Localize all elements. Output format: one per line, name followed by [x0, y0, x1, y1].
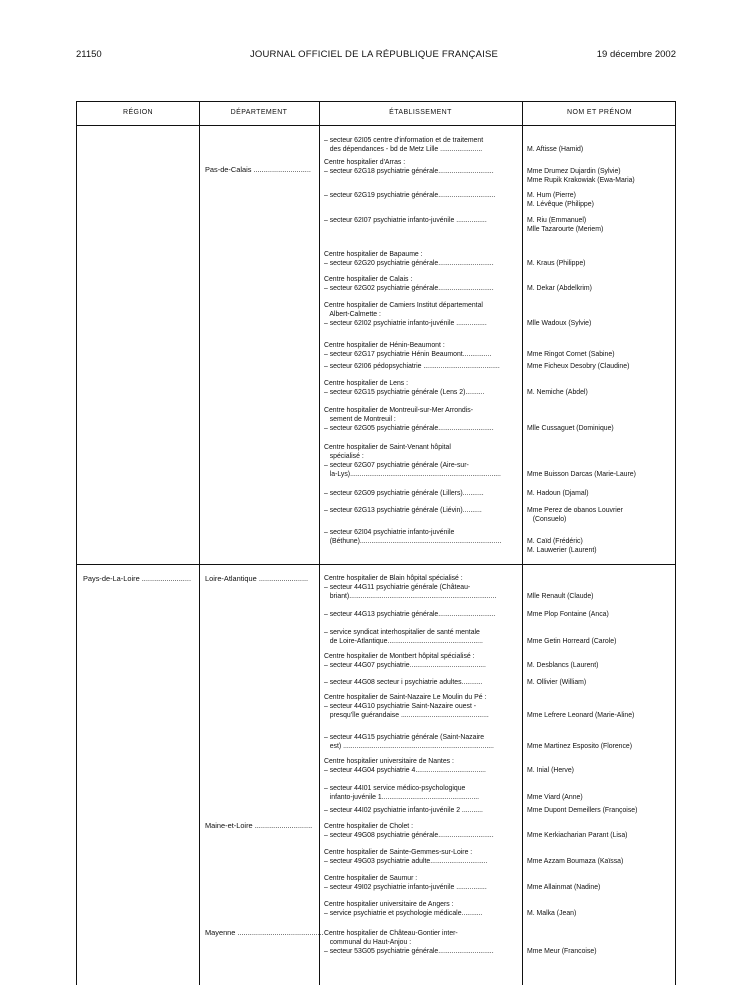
page-number: 21150 — [76, 49, 102, 60]
nom-prenom-entry: Mlle Wadoux (Sylvie) — [527, 318, 592, 328]
nom-prenom-entry: Mme Lefrere Leonard (Marie-Aline) — [527, 710, 635, 720]
nom-prenom-entry: Mme Getin Horreard (Carole) — [527, 636, 617, 646]
nom-prenom-entry: Mme Azzam Boumaza (Kaïssa) — [527, 856, 624, 866]
etablissement-entry: – secteur 62G19 psychiatrie générale.............................. — [324, 190, 496, 199]
nom-prenom-entry: Mme Martinez Esposito (Florence) — [527, 741, 633, 751]
etablissement-entry: Centre hospitalier de Saint-Nazaire Le Moulin du Pé : – secteur 44G10 psychiatrie Saint-Nazaire ouest - presqu'île guérandaise .............................................. — [324, 692, 489, 720]
nom-prenom-entry: Mme Perez de obanos Louvrier (Consuelo) — [527, 505, 623, 524]
etablissement-entry: – secteur 62I07 psychiatrie infanto-juvénile ................ — [324, 215, 487, 224]
etablissement-entry: – secteur 44I02 psychiatrie infanto-juvénile 2 ........... — [324, 805, 483, 814]
etablissement-entry: Centre hospitalier de Sainte-Gemmes-sur-Loire : – secteur 49G03 psychiatrie adulte.............................. — [324, 847, 488, 866]
nom-prenom-entry: M. Inial (Herve) — [527, 765, 574, 775]
etablissement-entry: – secteur 62G09 psychiatrie générale (Lillers)........... — [324, 488, 484, 497]
etablissement-entry: Centre hospitalier de Château-Gontier inter- communal du Haut-Anjou : – secteur 53G05 psychiatrie générale............................. — [324, 928, 494, 956]
etablissement-entry: – service syndicat interhospitalier de santé mentale de Loire-Atlantique.................................................. — [324, 627, 483, 646]
nom-prenom-entry: Mme Allainmat (Nadine) — [527, 882, 601, 892]
nom-prenom-entry: Mlle Renault (Claude) — [527, 591, 594, 601]
etablissement-entry: Centre hospitalier de Lens : – secteur 62G15 psychiatrie générale (Lens 2).......... — [324, 378, 485, 397]
page-header — [0, 49, 748, 63]
etablissement-entry: – secteur 62G13 psychiatrie générale (Liévin).......... — [324, 505, 482, 514]
etablissement-entry: Centre hospitalier de Saumur : – secteur 49I02 psychiatrie infanto-juvénile ................ — [324, 873, 487, 892]
departement-label: Loire-Atlantique ........................ — [205, 574, 309, 583]
nom-prenom-entry: M. Hadoun (Djamal) — [527, 488, 589, 497]
nom-prenom-entry: M. Nemiche (Abdel) — [527, 387, 588, 397]
etablissement-entry: Centre hospitalier de Montreuil-sur-Mer Arrondis- sement de Montreuil : – secteur 62G05 psychiatrie générale............................. — [324, 405, 494, 433]
column-divider — [199, 102, 200, 985]
journal-title: JOURNAL OFFICIEL DE LA RÉPUBLIQUE FRANÇAISE — [249, 49, 499, 60]
departement-label: Pas-de-Calais ............................ — [205, 165, 311, 174]
etablissement-entry: Centre hospitalier de Camiers Institut départemental Albert-Calmette : – secteur 62I02 psychiatrie infanto-juvénile ................ — [324, 300, 487, 328]
column-divider — [522, 102, 523, 985]
etablissement-entry: Centre hospitalier de Saint-Venant hôpital spécialisé : – secteur 62G07 psychiatrie générale (Aire-sur- la-Lys)............................................................................... — [324, 442, 501, 479]
departement-label: Maine-et-Loire ............................ — [205, 821, 313, 830]
nom-prenom-entry: Mme Meur (Francoise) — [527, 946, 597, 956]
etablissement-entry: Centre hospitalier universitaire de Nantes : – secteur 44G04 psychiatrie 4..................................... — [324, 756, 486, 775]
region-label: Pays-de-La-Loire ........................ — [83, 574, 192, 583]
etablissement-entry: Centre hospitalier universitaire de Angers : – service psychiatrie et psychologie médicale........... — [324, 899, 483, 918]
nom-prenom-entry: M. Hum (Pierre) M. Lévêque (Philippe) — [527, 190, 594, 209]
nom-prenom-entry: M. Caïd (Frédéric) M. Lauwerier (Laurent) — [527, 536, 597, 555]
nom-prenom-entry: M. Dekar (Abdelkrim) — [527, 283, 592, 293]
etablissement-entry: – secteur 62I06 pédopsychiatrie ........................................ — [324, 361, 500, 370]
etablissement-entry: – secteur 44G15 psychiatrie générale (Saint-Nazaire est) ............................................................................... — [324, 732, 494, 751]
column-header-region: RÉGION — [122, 109, 153, 116]
nom-prenom-entry: M. Desblancs (Laurent) — [527, 660, 599, 670]
etablissement-entry: Centre hospitalier de Bapaume : – secteur 62G20 psychiatrie générale............................. — [324, 249, 494, 268]
region-divider — [77, 564, 675, 565]
header-row-divider — [77, 125, 675, 126]
appointments-table — [76, 101, 676, 985]
etablissement-entry: – secteur 44G08 secteur i psychiatrie adultes........... — [324, 677, 483, 686]
nom-prenom-entry: M. Kraus (Philippe) — [527, 258, 586, 268]
column-header-nom: NOM ET PRÉNOM — [567, 109, 632, 116]
column-header-etablissement: ÉTABLISSEMENT — [389, 109, 452, 116]
nom-prenom-entry: Mme Plop Fontaine (Anca) — [527, 609, 609, 618]
etablissement-entry: Centre hospitalier de Hénin-Beaumont : – secteur 62G17 psychiatrie Hénin Beaumont............... — [324, 340, 492, 359]
etablissement-entry: Centre hospitalier d'Arras : – secteur 62G18 psychiatrie générale............................. — [324, 157, 494, 176]
departement-label: Mayenne .......................................... — [205, 928, 324, 937]
nom-prenom-entry: Mme Buisson Darcas (Marie-Laure) — [527, 469, 636, 479]
nom-prenom-entry: M. Aftisse (Hamid) — [527, 144, 584, 154]
nom-prenom-entry: M. Ollivier (William) — [527, 677, 587, 686]
nom-prenom-entry: Mme Dupont Demeillers (Françoise) — [527, 805, 638, 814]
etablissement-entry: – secteur 44G13 psychiatrie générale.............................. — [324, 609, 496, 618]
etablissement-entry: – secteur 44I01 service médico-psychologique infanto-juvénile 1................................................... — [324, 783, 480, 802]
publication-date: 19 décembre 2002 — [596, 49, 676, 60]
column-header-departement: DÉPARTEMENT — [230, 109, 288, 116]
etablissement-entry: Centre hospitalier de Calais : – secteur 62G02 psychiatrie générale............................. — [324, 274, 494, 293]
nom-prenom-entry: Mme Kerkiacharian Parant (Lisa) — [527, 830, 628, 840]
nom-prenom-entry: Mme Ficheux Desobry (Claudine) — [527, 361, 630, 370]
nom-prenom-entry: Mme Viard (Anne) — [527, 792, 583, 802]
etablissement-entry: – secteur 62I04 psychiatrie infanto-juvénile (Béthune).......................................................................... — [324, 527, 502, 546]
etablissement-entry: – secteur 62I05 centre d'information et de traitement des dépendances - bd de Metz Lille ...................... — [324, 135, 484, 154]
nom-prenom-entry: Mme Ringot Cornet (Sabine) — [527, 349, 615, 359]
etablissement-entry: Centre hospitalier de Montbert hôpital spécialisé : – secteur 44G07 psychiatrie........................................ — [324, 651, 486, 670]
etablissement-entry: Centre hospitalier de Cholet : – secteur 49G08 psychiatrie générale............................. — [324, 821, 494, 840]
nom-prenom-entry: Mme Drumez Dujardin (Sylvie) Mme Rupik Krakowiak (Ewa-Maria) — [527, 166, 635, 185]
column-divider — [319, 102, 320, 985]
etablissement-entry: Centre hospitalier de Blain hôpital spécialisé : – secteur 44G11 psychiatrie générale (Château- briant)............................................................................. — [324, 573, 497, 601]
nom-prenom-entry: Mlle Cussaguet (Dominique) — [527, 423, 614, 433]
nom-prenom-entry: M. Malka (Jean) — [527, 908, 577, 918]
nom-prenom-entry: M. Riu (Emmanuel) Mlle Tazarourte (Meriem) — [527, 215, 604, 234]
